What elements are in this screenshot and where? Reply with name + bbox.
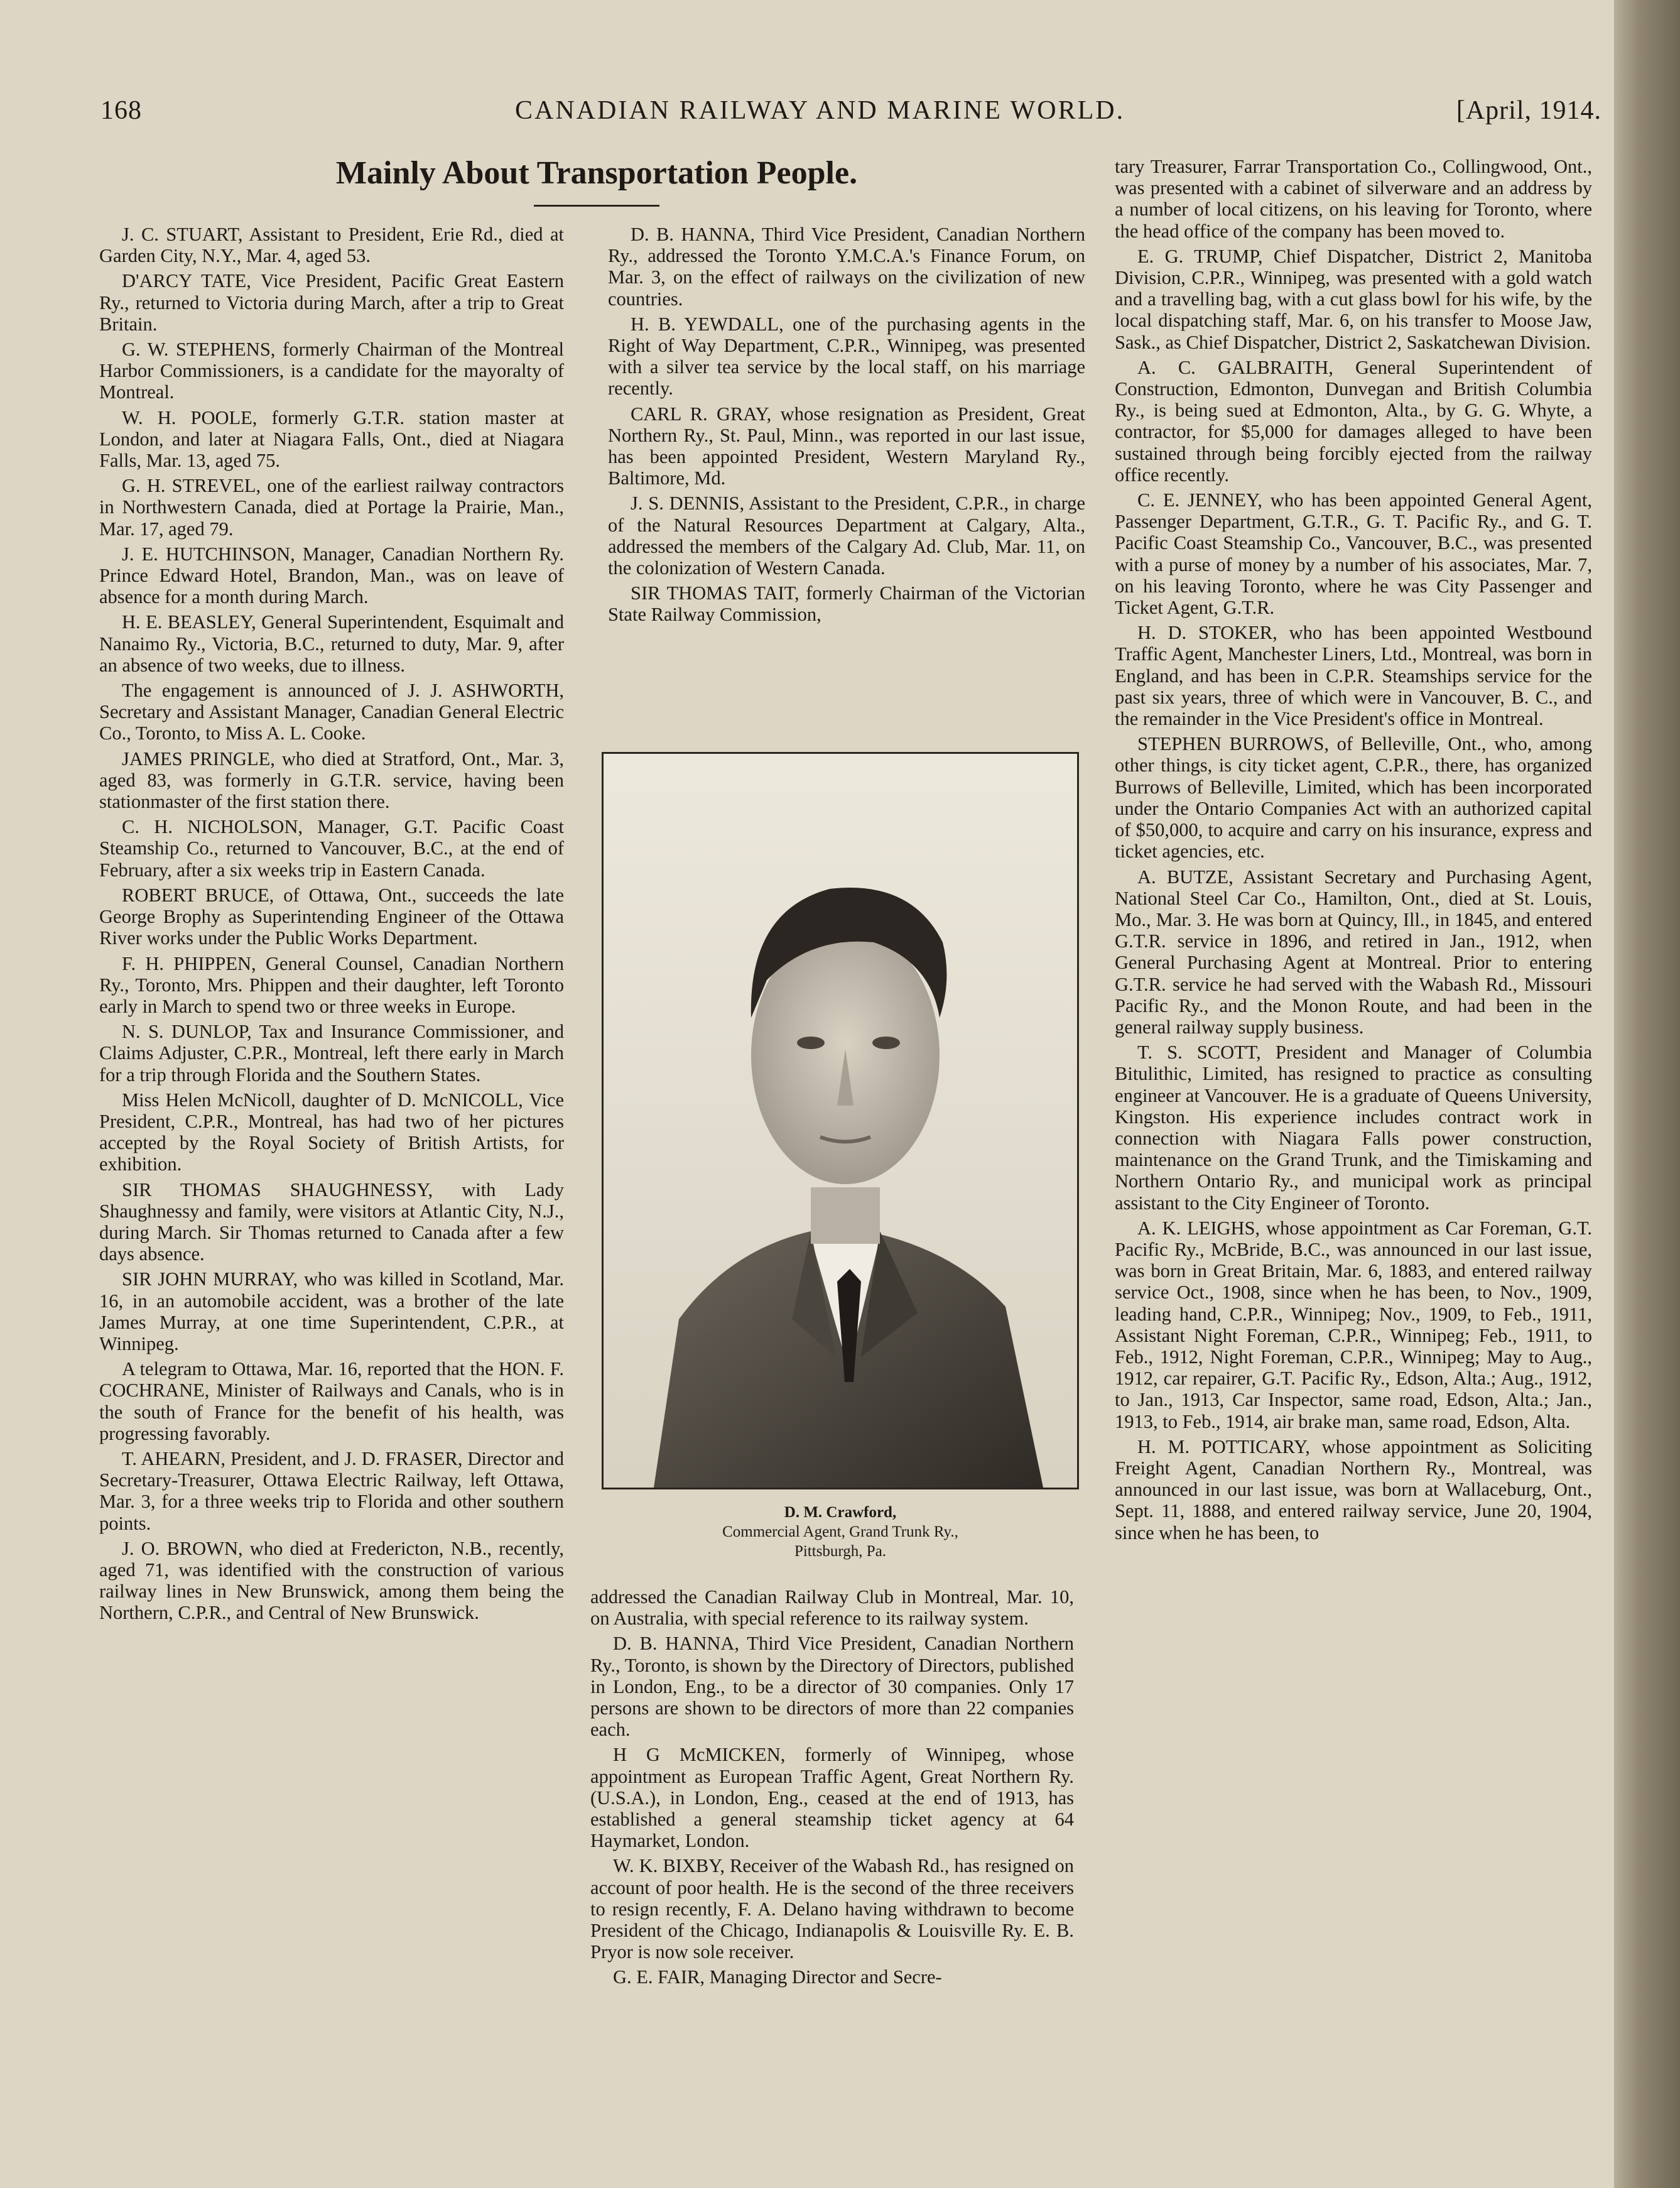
paragraph: CARL R. GRAY, whose resignation as President, Great Northern Ry., St. Paul, Minn., was reported in our last issue, has been appointed President, Western Maryland Ry., Baltimore, Md. [608, 403, 1085, 489]
column-2-top [608, 224, 1085, 629]
paragraph: A. C. GALBRAITH, General Superintendent of Construction, Edmonton, Dunvegan and British Columbia Ry., is being sued at Edmonton, Alta., by G. G. Whyte, a contractor, for $5,000 for damages alleged to have been sustained through being forcibly ejected from the railway office recently. [1115, 356, 1592, 486]
paragraph: Miss Helen McNicoll, daughter of D. McNICOLL, Vice President, C.P.R., Montreal, has had two of her pictures accepted by the Royal Society of British Artists, for exhibition. [99, 1089, 564, 1175]
caption-name: D. M. Crawford, [784, 1504, 897, 1521]
issue-date: [April, 1914. [1456, 96, 1601, 125]
publication-title: CANADIAN RAILWAY AND MARINE WORLD. [515, 96, 1125, 125]
page-edge [1614, 0, 1680, 2188]
page-number: 168 [100, 96, 142, 125]
paragraph: G. E. FAIR, Managing Director and Secre- [613, 1966, 942, 1988]
column-1 [99, 224, 564, 1628]
paragraph: addressed the Canadian Railway Club in Montreal, Mar. 10, on Australia, with special reference to its railway system. [590, 1586, 1074, 1630]
paragraph: J. S. DENNIS, Assistant to the President, C.P.R., in charge of the Natural Resources Department at Calgary, Alta., addressed the members of the Calgary Ad. Club, Mar. 11, on the colonization of Western Canada. [608, 493, 1085, 579]
column-2-bottom [590, 1586, 1074, 1992]
paragraph: The engagement is announced of J. J. ASHWORTH, Secretary and Assistant Manager, Canadian General Electric Co., Toronto, to Miss A. L. Cooke. [99, 680, 564, 744]
paragraph: J. O. BROWN, who died at Fredericton, N.B., recently, aged 71, was identified with the construction of various railway lines in New Brunswick, among them being the Northern, C.P.R., and Central of New Brunswick. [99, 1537, 564, 1624]
caption-title: Commercial Agent, Grand Trunk Ry., [722, 1523, 958, 1540]
portrait-image [604, 754, 1077, 1488]
page-header [100, 95, 1601, 133]
section-title: Mainly About Transportation People. [335, 155, 858, 191]
paragraph: G. W. STEPHENS, formerly Chairman of the Montreal Harbor Commissioners, is a candidate for the mayoralty of Montreal. [99, 339, 564, 403]
paragraph: H G McMICKEN, formerly of Winnipeg, whose appointment as European Traffic Agent, Great Northern Ry. (U.S.A.), in London, Eng., ceased at the end of 1913, has established a general steamship ticket agency at 64 Haymarket, London. [590, 1744, 1074, 1852]
paragraph: D. B. HANNA, Third Vice President, Canadian Northern Ry., addressed the Toronto Y.M.C.A.'s Finance Forum, on Mar. 3, on the effect of railways on the civilization of new countries. [608, 224, 1085, 310]
paragraph: SIR THOMAS TAIT, formerly Chairman of the Victorian State Railway Commission, [608, 582, 1085, 626]
paragraph: E. G. TRUMP, Chief Dispatcher, District 2, Manitoba Division, C.P.R., Winnipeg, was presented with a gold watch and a travelling bag, with a cut glass bowl for his wife, by the local dispatching staff, Mar. 6, on his transfer to Moose Jaw, Sask., as Chief Dispatcher, District 2, Saskatchewan Division. [1115, 245, 1592, 353]
paragraph: H. D. STOKER, who has been appointed Westbound Traffic Agent, Manchester Liners, Ltd., Montreal, was born in England, and has been in C.P.R. Steamships service for the past six years, three of which were in Vancouver, B. C., and the remainder in the Vice President's office in Montreal. [1115, 622, 1592, 730]
paragraph: J. C. STUART, Assistant to President, Erie Rd., died at Garden City, N.Y., Mar. 4, aged 53. [99, 224, 564, 267]
paragraph: A telegram to Ottawa, Mar. 16, reported that the HON. F. COCHRANE, Minister of Railways and Canals, who is in the south of France for the benefit of his health, was progressing favorably. [99, 1358, 564, 1444]
paragraph: D. B. HANNA, Third Vice President, Canadian Northern Ry., Toronto, is shown by the Directory of Directors, published in London, Eng., to be a director of 30 companies. Only 17 persons are shown to be directors of more than 22 companies each. [590, 1633, 1074, 1741]
column-3 [1115, 156, 1592, 1547]
paragraph: H. B. YEWDALL, one of the purchasing agents in the Right of Way Department, C.P.R., Winnipeg, was presented with a silver tea service by the local staff, on his marriage recently. [608, 313, 1085, 400]
paragraph: T. S. SCOTT, President and Manager of Columbia Bitulithic, Limited, has resigned to practice as consulting engineer at Vancouver. He is a graduate of Queens University, Kingston. His experience includes contract work in connection with Niagara Falls power construction, maintenance on the Grand Trunk, and the Timiskaming and Northern Ontario Ry., and municipal work as principal assistant to the City Engineer of Toronto. [1115, 1042, 1592, 1214]
paragraph: W. H. POOLE, formerly G.T.R. station master at London, and later at Niagara Falls, Ont., died at Niagara Falls, Mar. 13, aged 75. [99, 406, 564, 472]
paragraph: H. M. POTTICARY, whose appointment as Soliciting Freight Agent, Canadian Northern Ry., Montreal, was announced in our last issue, was born at Wallaceburg, Ont., Sept. 11, 1888, and entered railway service, June 20, 1904, since when he has been, to [1115, 1435, 1592, 1543]
paragraph: W. K. BIXBY, Receiver of the Wabash Rd., has resigned on account of poor health. He is the second of the three receivers to resign recently, F. A. Delano having withdrawn to become President of the Chicago, Indianapolis & Louisville Ry. E. B. Pryor is now sole receiver. [590, 1855, 1074, 1963]
paragraph: C. E. JENNEY, who has been appointed General Agent, Passenger Department, G.T.R., G. T. Pacific Ry., and G. T. Pacific Coast Steamship Co., Vancouver, B.C., was presented with a purse of money by a number of his associates, Mar. 7, on his leaving Toronto, where he was City Passenger and Ticket Agent, G.T.R. [1115, 489, 1592, 619]
paragraph: C. H. NICHOLSON, Manager, G.T. Pacific Coast Steamship Co., returned to Vancouver, B.C., at the end of February, after a six weeks trip in Eastern Canada. [99, 816, 564, 881]
paragraph: tary Treasurer, Farrar Transportation Co., Collingwood, Ont., was presented with a cabinet of silverware and an address by a number of local citizens, on his leaving for Toronto, where the head office of the company has been moved to. [1115, 156, 1592, 242]
paragraph: J. E. HUTCHINSON, Manager, Canadian Northern Ry. Prince Edward Hotel, Brandon, Man., was on leave of absence for a month during March. [99, 543, 564, 608]
paragraph: ROBERT BRUCE, of Ottawa, Ont., succeeds the late George Brophy as Superintending Engineer of the Ottawa River works under the Public Works Department. [99, 884, 564, 949]
photo-caption [602, 1503, 1079, 1561]
paragraph: A. BUTZE, Assistant Secretary and Purchasing Agent, National Steel Car Co., Hamilton, Ont., died at St. Louis, Mo., Mar. 3. He was born at Quincy, Ill., in 1845, and entered G.T.R. service in 1896, and retired in Jan., 1912, when General Purchasing Agent at Montreal. Prior to entering G.T.R. service he had served with the Wabash Rd., Missouri Pacific Ry., and the Monon Route, and had been in the general railway supply business. [1115, 866, 1592, 1038]
paragraph: N. S. DUNLOP, Tax and Insurance Commissioner, and Claims Adjuster, C.P.R., Montreal, left there early in March for a trip through Florida and the Southern States. [99, 1021, 564, 1086]
paragraph: SIR THOMAS SHAUGHNESSY, with Lady Shaughnessy and family, were visitors at Atlantic City, N.J., during March. Sir Thomas returned to Canada after a few days absence. [99, 1178, 564, 1265]
paragraph: JAMES PRINGLE, who died at Stratford, Ont., Mar. 3, aged 83, was formerly in G.T.R. service, having been stationmaster of the first station there. [99, 748, 564, 813]
paragraph: D'ARCY TATE, Vice President, Pacific Great Eastern Ry., returned to Victoria during March, after a trip to Great Britain. [99, 270, 564, 335]
paragraph: H. E. BEASLEY, General Superintendent, Esquimalt and Nanaimo Ry., Victoria, B.C., returned to duty, Mar. 9, after an absence of two weeks, due to illness. [99, 611, 564, 676]
paragraph: T. AHEARN, President, and J. D. FRASER, Director and Secretary-Treasurer, Ottawa Electric Railway, left Ottawa, Mar. 3, for a three weeks trip to Florida and other southern points. [99, 1447, 564, 1534]
portrait-photo [602, 752, 1079, 1489]
paragraph: STEPHEN BURROWS, of Belleville, Ont., who, among other things, is city ticket agent, C.P.R., there, has organized Burrows of Belleville, Limited, which has been incorporated under the Ontario Companies Act with an authorized capital of $50,000, to acquire and carry on his insurance, express and ticket agencies, etc. [1115, 733, 1592, 863]
title-rule [534, 205, 659, 207]
paragraph: A. K. LEIGHS, whose appointment as Car Foreman, G.T. Pacific Ry., McBride, B.C., was announced in our last issue, was born in Great Britain, Mar. 6, 1883, and entered railway service Oct., 1908, since when he has been, to Nov., 1909, leading hand, C.P.R., Winnipeg; Nov., 1909, to Feb., 1911, Assistant Night Foreman, C.P.R., Winnipeg; Feb., 1911, to Feb., 1912, Night Foreman, C.P.R., Winnipeg; May to Aug., 1912, car repairer, G.T. Pacific Ry., Edson, Alta.; Aug., 1912, to Jan., 1913, Car Inspector, same road, Edson, Alta.; Jan., 1913, to Feb., 1914, air brake man, same road, Edson, Alta. [1115, 1217, 1592, 1432]
paragraph: G. H. STREVEL, one of the earliest railway contractors in Northwestern Canada, died at Portage la Prairie, Man., Mar. 17, aged 79. [99, 475, 564, 540]
paragraph: SIR JOHN MURRAY, who was killed in Scotland, Mar. 16, in an automobile accident, was a brother of the late James Murray, at one time Superintendent, C.P.R., at Winnipeg. [99, 1268, 564, 1354]
caption-location: Pittsburgh, Pa. [794, 1543, 887, 1560]
paragraph: F. H. PHIPPEN, General Counsel, Canadian Northern Ry., Toronto, Mrs. Phippen and their daughter, left Toronto early in March to spend two or three weeks in Europe. [99, 952, 564, 1017]
